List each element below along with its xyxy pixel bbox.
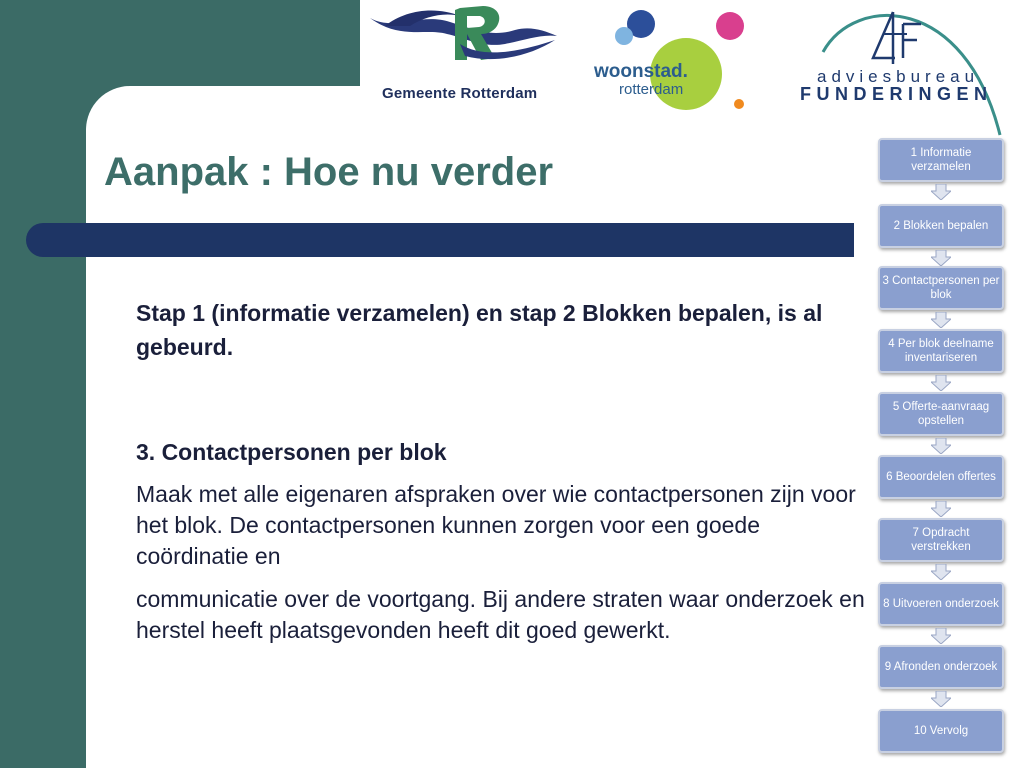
down-arrow-icon (931, 375, 951, 391)
rotterdam-emblem-icon (365, 0, 565, 80)
flow-step-6: 6 Beoordelen offertes (878, 455, 1004, 499)
contact-paragraph-2: communicatie over de voortgang. Bij andere straten waar onderzoek en herstel heeft plaatsgevonden heeft dit goed gewerkt. (136, 586, 865, 643)
rotterdam-caption: Gemeente Rotterdam (382, 85, 538, 102)
down-arrow-icon (931, 438, 951, 454)
slide-title: Aanpak : Hoe nu verder (104, 150, 554, 194)
contact-heading: 3. Contactpersonen per blok (136, 439, 447, 465)
contact-paragraph-1: Maak met alle eigenaren afspraken over wie contactpersonen zijn voor het blok. De contactpersonen kunnen zorgen voor een goede coördinatie en (136, 481, 856, 569)
flow-step-4: 4 Per blok deelname inventariseren (878, 329, 1004, 373)
down-arrow-icon (931, 564, 951, 580)
flow-step-10: 10 Vervolg (878, 709, 1004, 753)
flow-step-8: 8 Uitvoeren onderzoek (878, 582, 1004, 626)
flow-step-9: 9 Afronden onderzoek (878, 645, 1004, 689)
woonstad-logo (590, 0, 760, 118)
title-divider-bar (26, 223, 854, 257)
down-arrow-icon (931, 691, 951, 707)
down-arrow-icon (931, 250, 951, 266)
flow-step-5: 5 Offerte-aanvraag opstellen (878, 392, 1004, 436)
woonstad-name: woonstad. (594, 61, 688, 82)
woonstad-city: rotterdam (619, 81, 684, 98)
funderingen-line2: FUNDERINGEN (800, 84, 993, 104)
down-arrow-icon (931, 312, 951, 328)
flow-step-2: 2 Blokken bepalen (878, 204, 1004, 248)
funderingen-line1: adviesbureau (817, 67, 980, 86)
down-arrow-icon (931, 628, 951, 644)
flow-step-3: 3 Contactpersonen per blok (878, 266, 1004, 310)
flow-step-7: 7 Opdracht verstrekken (878, 518, 1004, 562)
funderingen-logo (795, 0, 1024, 118)
rotterdam-logo (365, 0, 565, 118)
step12-text: Stap 1 (informatie verzamelen) en stap 2 Blokken bepalen, is al gebeurd. (136, 300, 823, 360)
down-arrow-icon (931, 501, 951, 517)
down-arrow-icon (931, 184, 951, 200)
flow-step-1: 1 Informatie verzamelen (878, 138, 1004, 182)
contact-body (136, 479, 866, 646)
